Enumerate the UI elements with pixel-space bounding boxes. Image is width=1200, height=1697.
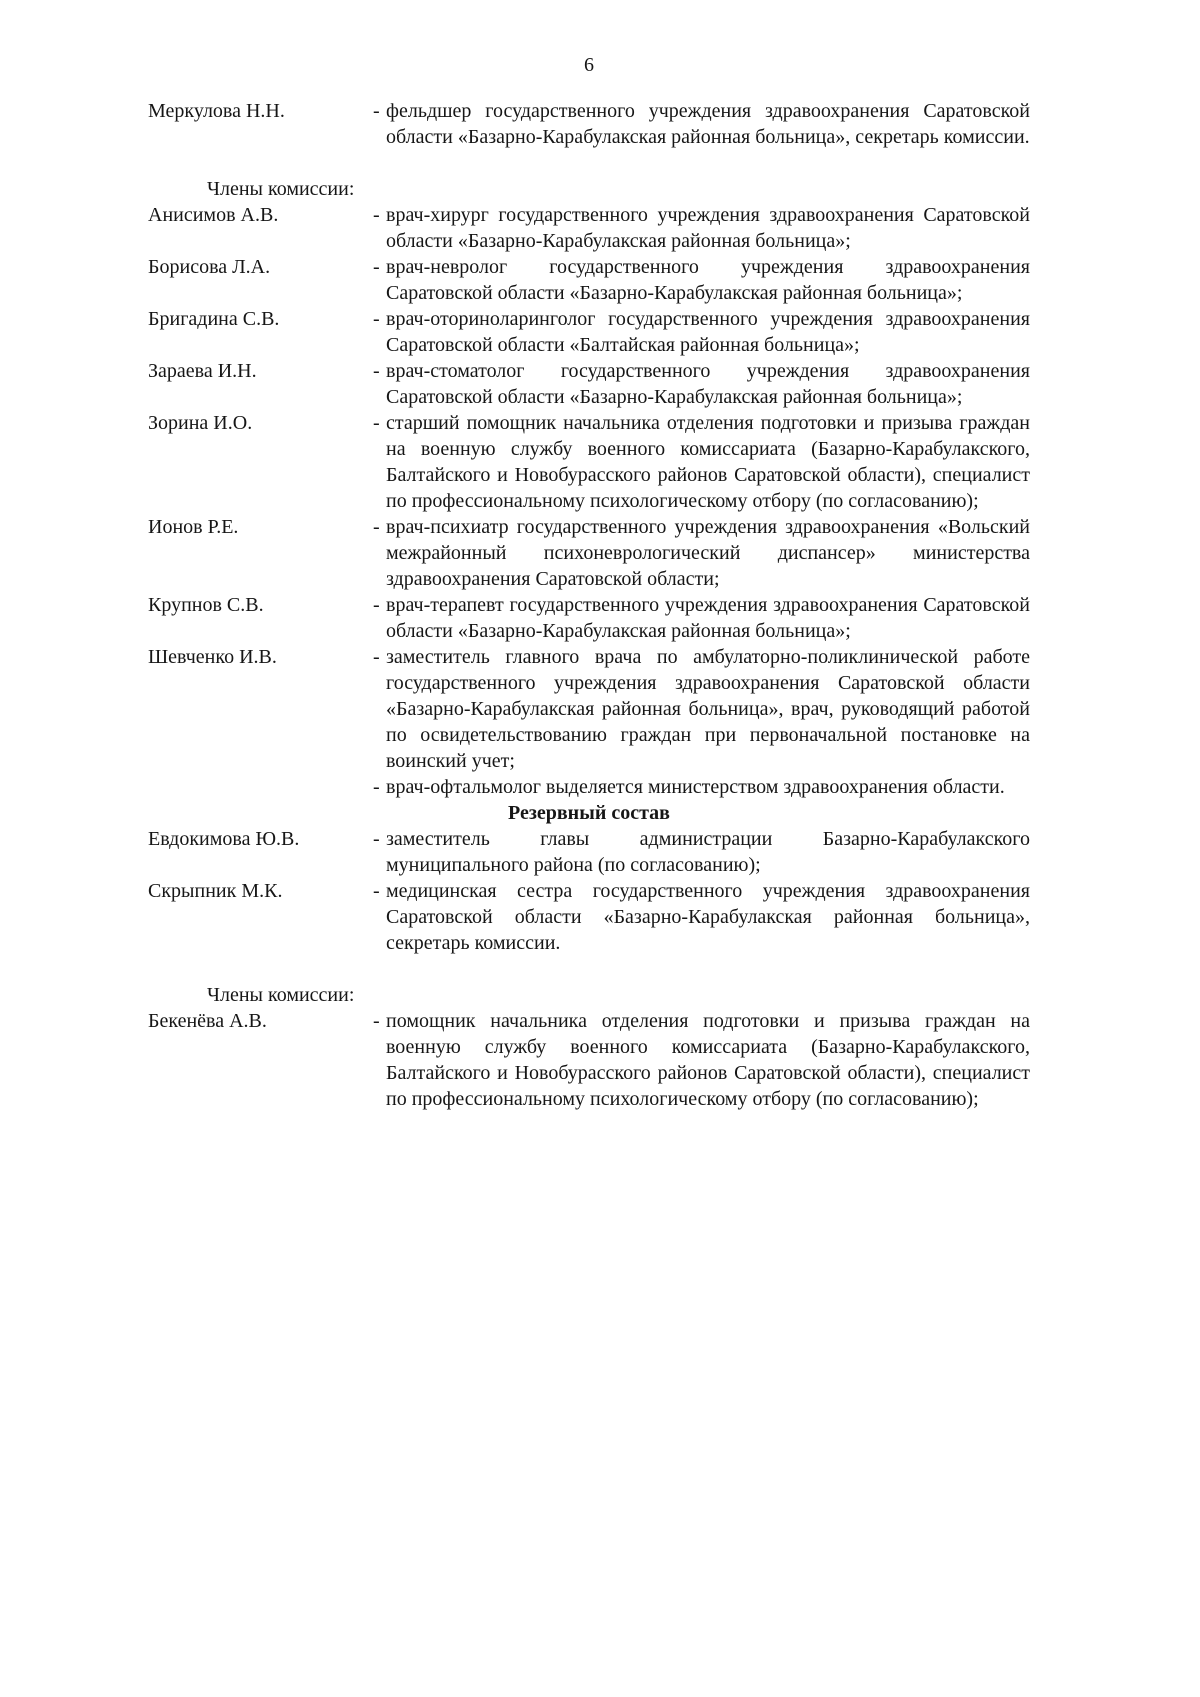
member-entry: [148, 878, 1030, 956]
paragraph-text: врач-хирург государственного учреждения здравоохранения Саратовской области «Базарно-Карабулакская районная больница»;: [386, 204, 1030, 252]
paragraph-text: старший помощник начальника отделения подготовки и призыва граждан на военную службу военного комиссариата (Базарно-Карабулакского, Балтайского и Новобурасского районов Саратовской области), специалист по профессиональному психологическому отбору (по согласованию);: [386, 412, 1030, 512]
dash-marker: -: [373, 880, 380, 902]
description-paragraph: [373, 878, 1030, 956]
paragraph-text: врач-оториноларинголог государственного учреждения здравоохранения Саратовской области «Балтайская районная больница»;: [386, 308, 1030, 356]
dash-marker: -: [373, 776, 380, 798]
paragraph-text: помощник начальника отделения подготовки и призыва граждан на военную службу военного комиссариата (Базарно-Карабулакского, Балтайского и Новобурасского районов Саратовской области), специалист по профессиональному психологическому отбору (по согласованию);: [386, 1010, 1030, 1110]
member-name: Бекенёва А.В.: [148, 1010, 267, 1032]
member-description: [373, 358, 1030, 410]
member-description: [373, 98, 1030, 150]
member-description: [373, 644, 1030, 800]
member-entry: [148, 514, 1030, 592]
section-subheading-members-2: Члены комиссии:: [207, 984, 355, 1006]
paragraph-text: медицинская сестра государственного учреждения здравоохранения Саратовской области «Базарно-Карабулакская районная больница», секретарь комиссии.: [386, 880, 1030, 954]
dash-marker: -: [373, 412, 380, 434]
paragraph-text: врач-психиатр государственного учреждения здравоохранения «Вольский межрайонный психоневрологический диспансер» министерства здравоохранения Саратовской области;: [386, 516, 1030, 590]
description-paragraph: [373, 774, 1030, 800]
dash-marker: -: [373, 256, 380, 278]
member-name: Анисимов А.В.: [148, 204, 279, 226]
dash-marker: -: [373, 1010, 380, 1032]
description-paragraph: [373, 202, 1030, 254]
description-paragraph: [373, 1008, 1030, 1112]
section-subheading-members-1: Члены комиссии:: [207, 178, 355, 200]
dash-marker: -: [373, 516, 380, 538]
member-description: [373, 254, 1030, 306]
section-heading-reserve: Резервный состав: [508, 802, 670, 824]
member-entry: [148, 202, 1030, 254]
member-name: Ионов Р.Е.: [148, 516, 239, 538]
dash-marker: -: [373, 594, 380, 616]
member-description: [373, 878, 1030, 956]
description-paragraph: [373, 514, 1030, 592]
member-entry: [148, 1008, 1030, 1112]
description-paragraph: [373, 592, 1030, 644]
member-description: [373, 306, 1030, 358]
member-entry: [148, 98, 1030, 150]
paragraph-text: врач-офтальмолог выделяется министерством здравоохранения области.: [386, 776, 1005, 798]
member-entry: [148, 306, 1030, 358]
member-name: Борисова Л.А.: [148, 256, 271, 278]
dash-marker: -: [373, 360, 380, 382]
member-name: Зараева И.Н.: [148, 360, 257, 382]
member-entry: [148, 826, 1030, 878]
description-paragraph: [373, 644, 1030, 774]
member-entry: [148, 644, 1030, 800]
description-paragraph: [373, 98, 1030, 150]
member-name: Евдокимова Ю.В.: [148, 828, 300, 850]
member-name: Бригадина С.В.: [148, 308, 280, 330]
member-name: Крупнов С.В.: [148, 594, 264, 616]
description-paragraph: [373, 826, 1030, 878]
description-paragraph: [373, 358, 1030, 410]
member-description: [373, 1008, 1030, 1112]
paragraph-text: фельдшер государственного учреждения здравоохранения Саратовской области «Базарно-Карабулакская районная больница», секретарь комиссии.: [386, 100, 1030, 148]
member-description: [373, 202, 1030, 254]
member-description: [373, 514, 1030, 592]
paragraph-text: заместитель главного врача по амбулаторно-поликлинической работе государственного учреждения здравоохранения Саратовской области «Базарно-Карабулакская районная больница», врач, руководящий работой по освидетельствованию граждан при первоначальной постановке на воинский учет;: [386, 646, 1030, 772]
member-name: Скрыпник М.К.: [148, 880, 283, 902]
dash-marker: -: [373, 646, 380, 668]
description-paragraph: [373, 254, 1030, 306]
member-description: [373, 410, 1030, 514]
description-paragraph: [373, 306, 1030, 358]
paragraph-text: заместитель главы администрации Базарно-Карабулакского муниципального района (по согласованию);: [386, 828, 1030, 876]
page-number: 6: [584, 54, 594, 76]
paragraph-text: врач-терапевт государственного учреждения здравоохранения Саратовской области «Базарно-Карабулакская районная больница»;: [386, 594, 1030, 642]
dash-marker: -: [373, 100, 380, 122]
member-entry: [148, 410, 1030, 514]
member-description: [373, 592, 1030, 644]
dash-marker: -: [373, 204, 380, 226]
description-paragraph: [373, 410, 1030, 514]
dash-marker: -: [373, 308, 380, 330]
paragraph-text: врач-стоматолог государственного учреждения здравоохранения Саратовской области «Базарно-Карабулакская районная больница»;: [386, 360, 1030, 408]
member-entry: [148, 358, 1030, 410]
member-description: [373, 826, 1030, 878]
paragraph-text: врач-невролог государственного учреждения здравоохранения Саратовской области «Базарно-Карабулакская районная больница»;: [386, 256, 1030, 304]
member-entry: [148, 254, 1030, 306]
dash-marker: -: [373, 828, 380, 850]
member-name: Меркулова Н.Н.: [148, 100, 285, 122]
member-entry: [148, 592, 1030, 644]
member-name: Шевченко И.В.: [148, 646, 277, 668]
member-name: Зорина И.О.: [148, 412, 253, 434]
